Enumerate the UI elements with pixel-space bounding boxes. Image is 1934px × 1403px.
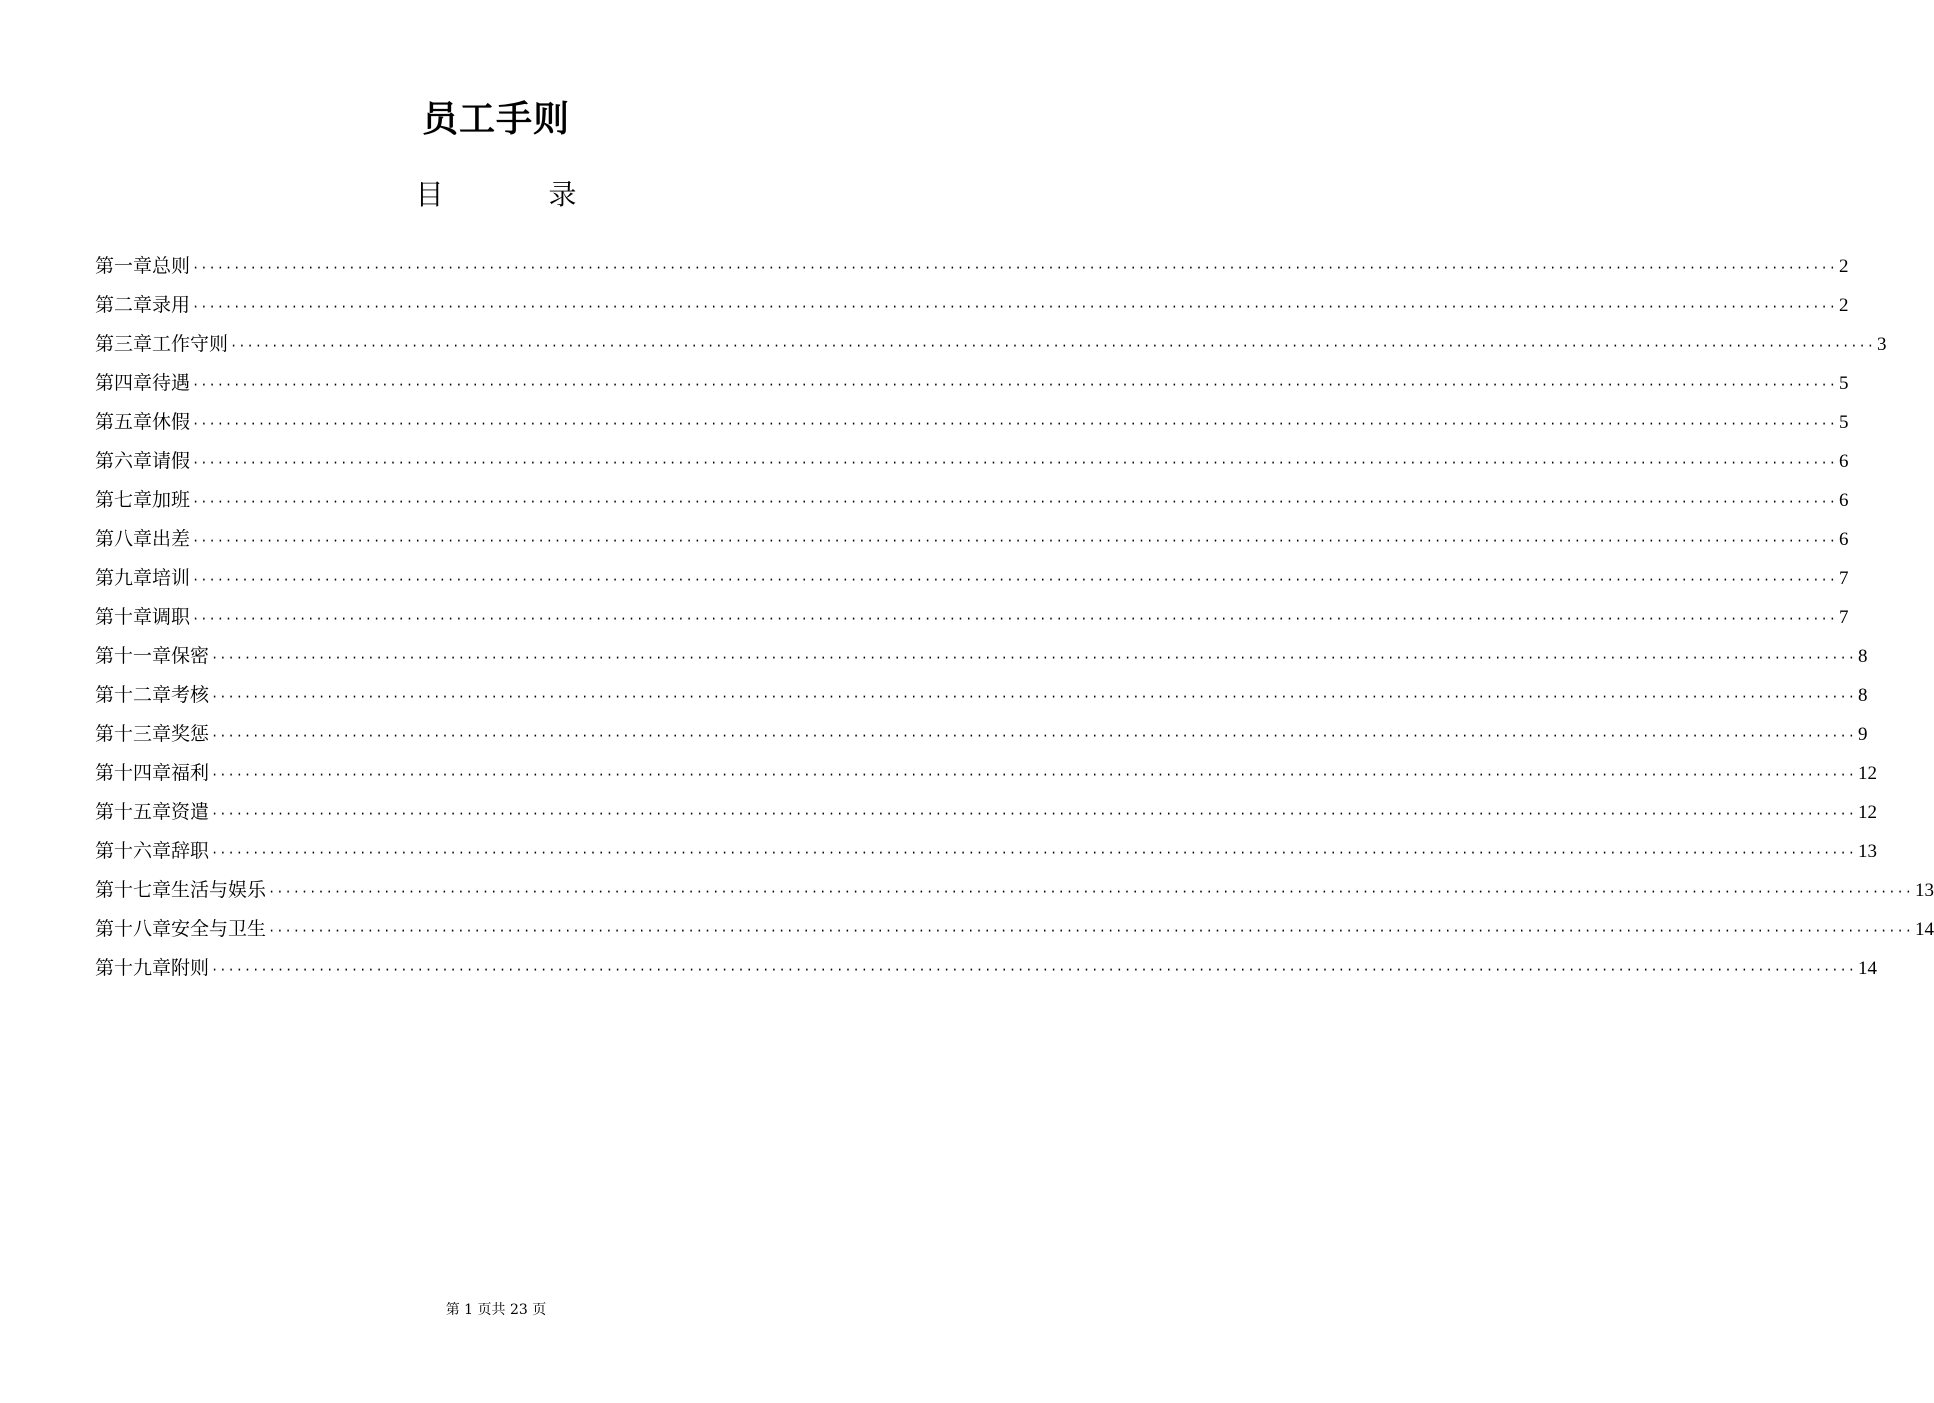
- toc-chapter-title: 待遇: [152, 372, 191, 394]
- toc-page-number: 6: [1838, 529, 1849, 550]
- toc-entry[interactable]: [95, 286, 1849, 325]
- toc-dot-leader: ········································································································································································································: [192, 573, 1837, 587]
- toc-chapter-title: 录用: [152, 294, 191, 316]
- toc-chapter-number: 第十三章: [95, 723, 172, 745]
- toc-entry[interactable]: [95, 754, 1877, 793]
- toc-dot-leader: ········································································································································································································: [192, 261, 1837, 275]
- toc-page-number: 7: [1838, 607, 1849, 628]
- toc-entry[interactable]: [95, 247, 1849, 286]
- toc-page-number: 14: [1857, 958, 1877, 979]
- toc-entry[interactable]: [95, 676, 1868, 715]
- toc-chapter-title: 附则: [171, 957, 210, 979]
- toc-chapter-number: 第十一章: [95, 645, 172, 667]
- toc-chapter-title: 考核: [171, 684, 210, 706]
- toc-chapter-title: 辞职: [171, 840, 210, 862]
- toc-page-number: 12: [1857, 763, 1877, 784]
- toc-dot-leader: ········································································································································································································: [192, 300, 1837, 314]
- toc-chapter-title: 休假: [152, 411, 191, 433]
- toc-entry[interactable]: [95, 871, 1934, 910]
- toc-chapter-number: 第十四章: [95, 762, 172, 784]
- toc-page-number: 2: [1838, 256, 1849, 277]
- toc-page-number: 12: [1857, 802, 1877, 823]
- toc-entry[interactable]: [95, 403, 1849, 442]
- toc-dot-leader: ········································································································································································································: [268, 885, 1913, 899]
- toc-page-number: 3: [1876, 334, 1887, 355]
- toc-chapter-number: 第九章: [95, 567, 153, 589]
- toc-chapter-number: 第十二章: [95, 684, 172, 706]
- toc-dot-leader: ········································································································································································································: [211, 729, 1856, 743]
- toc-entry[interactable]: [95, 598, 1849, 637]
- toc-entry[interactable]: [95, 520, 1849, 559]
- toc-chapter-number: 第十六章: [95, 840, 172, 862]
- toc-dot-leader: ········································································································································································································: [211, 846, 1856, 860]
- toc-dot-leader: ········································································································································································································: [230, 339, 1875, 353]
- toc-dot-leader: ········································································································································································································: [211, 768, 1856, 782]
- toc-chapter-title: 工作守则: [152, 333, 229, 355]
- toc-entry[interactable]: [95, 910, 1934, 949]
- toc-entry[interactable]: [95, 442, 1849, 481]
- toc-chapter-title: 调职: [152, 606, 191, 628]
- toc-chapter-number: 第六章: [95, 450, 153, 472]
- toc-chapter-number: 第五章: [95, 411, 153, 433]
- toc-chapter-number: 第十九章: [95, 957, 172, 979]
- toc-dot-leader: ········································································································································································································: [192, 534, 1837, 548]
- toc-dot-leader: ········································································································································································································: [192, 495, 1837, 509]
- toc-page-number: 5: [1838, 412, 1849, 433]
- toc-dot-leader: ········································································································································································································: [192, 378, 1837, 392]
- toc-page-number: 8: [1857, 685, 1868, 706]
- toc-entry[interactable]: [95, 364, 1849, 403]
- toc-chapter-title: 出差: [152, 528, 191, 550]
- toc-dot-leader: ········································································································································································································: [192, 612, 1837, 626]
- toc-heading: 目 录: [415, 178, 625, 211]
- toc-dot-leader: ········································································································································································································: [211, 807, 1856, 821]
- toc-page-number: 9: [1857, 724, 1868, 745]
- toc-entry[interactable]: [95, 559, 1849, 598]
- toc-dot-leader: ········································································································································································································: [192, 417, 1837, 431]
- toc-chapter-title: 加班: [152, 489, 191, 511]
- toc-chapter-number: 第十八章: [95, 918, 172, 940]
- toc-chapter-number: 第一章: [95, 255, 153, 277]
- toc-entry[interactable]: [95, 637, 1868, 676]
- toc-page-number: 13: [1914, 880, 1934, 901]
- page-footer: 第 1 页共 23 页: [445, 1302, 547, 1318]
- toc-dot-leader: ········································································································································································································: [211, 963, 1856, 977]
- toc-chapter-number: 第二章: [95, 294, 153, 316]
- toc-dot-leader: ········································································································································································································: [192, 456, 1837, 470]
- toc-chapter-number: 第三章: [95, 333, 153, 355]
- toc-chapter-title: 福利: [171, 762, 210, 784]
- toc-page-number: 8: [1857, 646, 1868, 667]
- toc-chapter-title: 培训: [152, 567, 191, 589]
- toc-chapter-number: 第四章: [95, 372, 153, 394]
- toc-chapter-number: 第十七章: [95, 879, 172, 901]
- toc-chapter-title: 资遣: [171, 801, 210, 823]
- toc-chapter-title: 保密: [171, 645, 210, 667]
- toc-entry[interactable]: [95, 715, 1868, 754]
- toc-chapter-number: 第十五章: [95, 801, 172, 823]
- toc-page-number: 14: [1914, 919, 1934, 940]
- toc-chapter-number: 第十章: [95, 606, 153, 628]
- toc-page-number: 5: [1838, 373, 1849, 394]
- toc-chapter-number: 第八章: [95, 528, 153, 550]
- toc-entry[interactable]: [95, 793, 1877, 832]
- toc-dot-leader: ········································································································································································································: [211, 651, 1856, 665]
- toc-page-number: 7: [1838, 568, 1849, 589]
- toc-chapter-title: 总则: [152, 255, 191, 277]
- toc-entry[interactable]: [95, 832, 1877, 871]
- page-title: 员工手则: [421, 99, 570, 140]
- toc-page-number: 2: [1838, 295, 1849, 316]
- toc-page-number: 13: [1857, 841, 1877, 862]
- toc-chapter-title: 请假: [152, 450, 191, 472]
- toc-chapter-number: 第七章: [95, 489, 153, 511]
- toc-entry[interactable]: [95, 481, 1849, 520]
- toc-entry[interactable]: [95, 325, 1887, 364]
- toc-chapter-title: 安全与卫生: [171, 918, 267, 940]
- table-of-contents: [95, 247, 1934, 988]
- toc-entry[interactable]: [95, 949, 1877, 988]
- toc-page-number: 6: [1838, 451, 1849, 472]
- toc-dot-leader: ········································································································································································································: [211, 690, 1856, 704]
- toc-dot-leader: ········································································································································································································: [268, 924, 1913, 938]
- toc-chapter-title: 生活与娱乐: [171, 879, 267, 901]
- toc-page-number: 6: [1838, 490, 1849, 511]
- toc-chapter-title: 奖惩: [171, 723, 210, 745]
